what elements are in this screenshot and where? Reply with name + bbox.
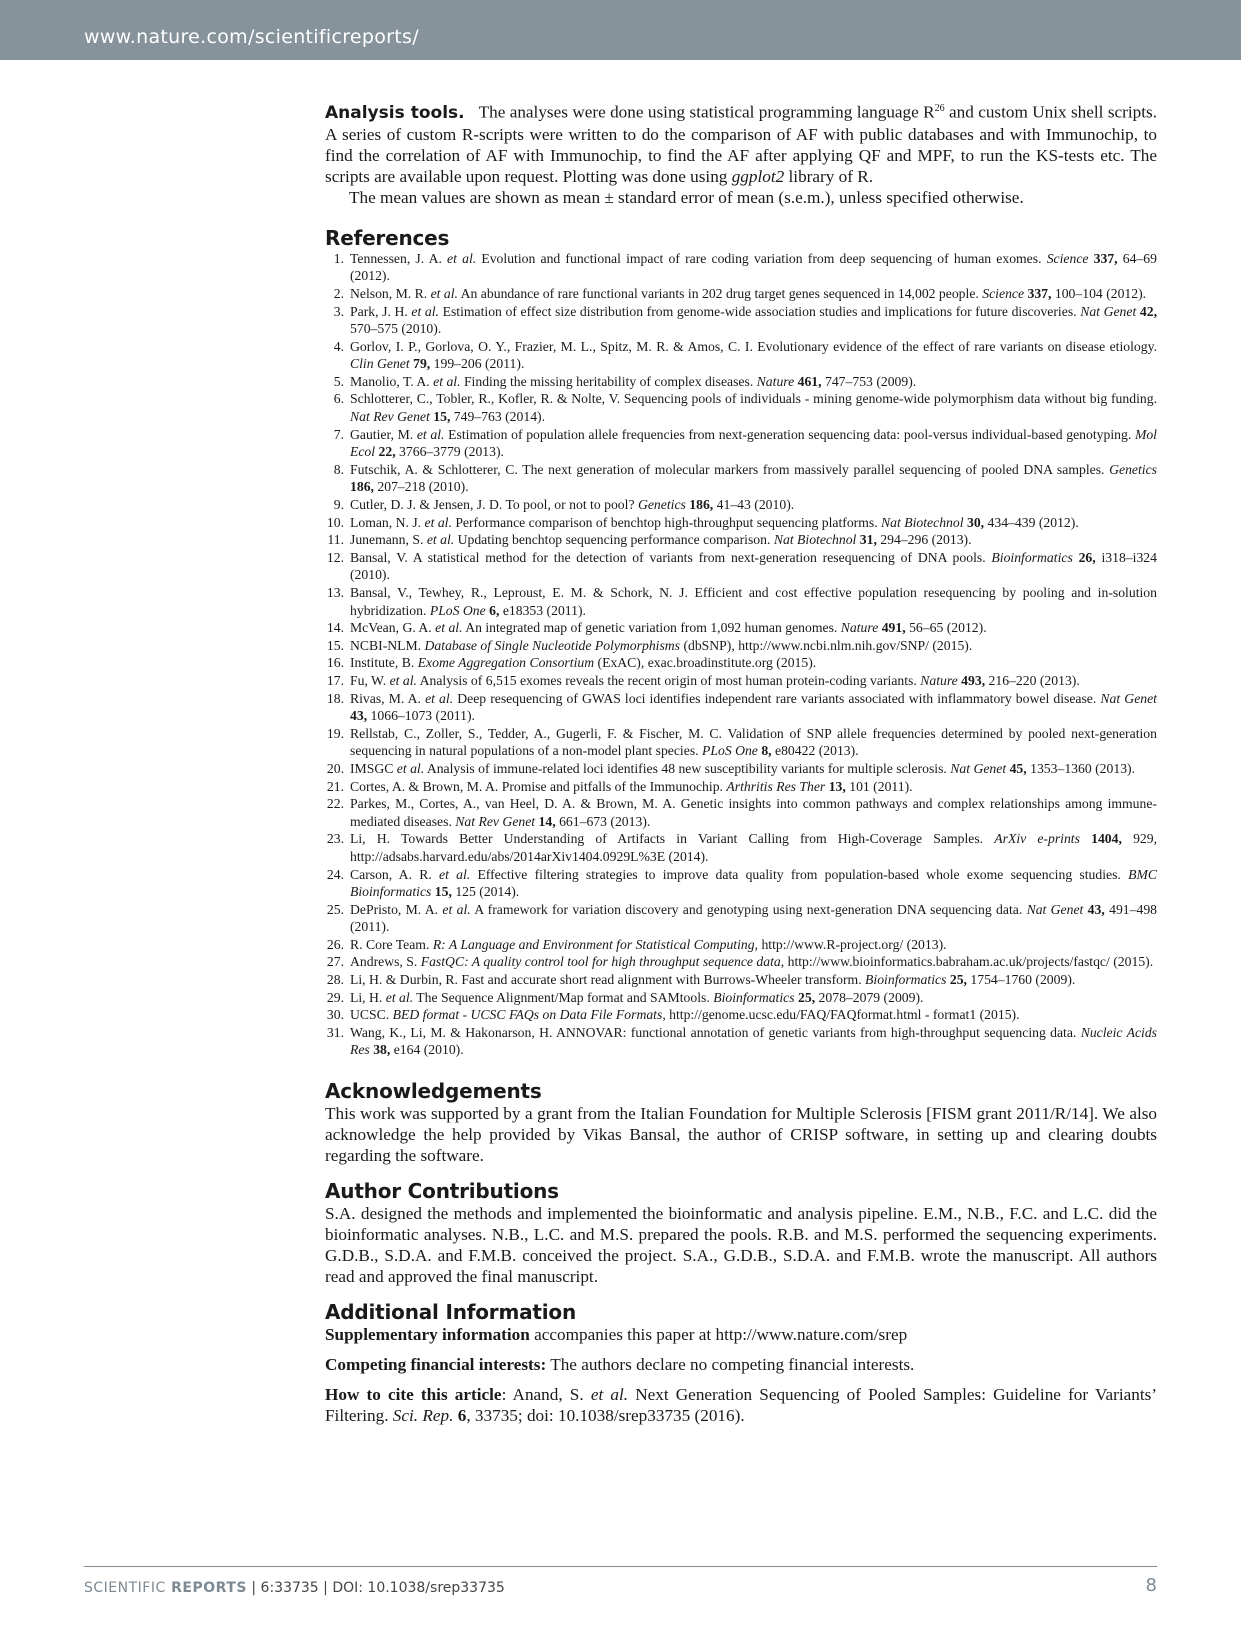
reference-authors: Cutler, D. J. & Jensen, J. D. To pool, or not to pool? [350,497,638,513]
reference-etal: et al. [430,285,458,301]
reference-journal: Genetics [1109,461,1157,477]
reference-pages: (dbSNP), http://www.ncbi.nlm.nih.gov/SNP/ (2015). [680,637,973,653]
footer-scientific: SCIENTIFIC [84,1580,166,1596]
cite-etal: et al. [590,1385,629,1405]
reference-etal: et al. [385,989,414,1005]
reference-etal: et al. [426,532,455,548]
reference-number: 14. [326,620,344,636]
reference-journal: BMC Bioinformatics [350,866,1157,900]
reference-journal: Nat Biotechnol [881,514,964,530]
footer-doi: | 6:33735 | DOI: 10.1038/srep33735 [246,1580,505,1596]
reference-journal: Nat Genet [950,760,1007,776]
reference-number: 28. [326,972,344,988]
author-contributions-text: S.A. designed the methods and implemented the bioinformatic and analysis pipeline. E.M., N.B., F.C. and L.C. did the bioinformatic analyses. N.B., L.C. and M.S. prepared the pools. R.B. and M.S. performed the sequencing experiments. G.D.B., S.D.A. and F.M.B. conceived the project. S.A., G.D.B., S.D.A. and F.M.B. wrote the manuscript. All authors read and approved the final manuscript. [325,1204,1157,1287]
analysis-text-b: and custom Unix shell scripts. A series of custom R-scripts were written to do the comparison of AF with public databases and with Immunochip, to find the correlation of AF with Immunochip, to find the AF after applying QF and MPF, to run the KS-tests etc. The scripts are available upon request. Plotting was done using [325,102,1158,186]
reference-volume: 15, [431,884,452,900]
reference-etal: et al. [389,672,417,688]
reference-authors: McVean, G. A. [350,620,436,636]
reference-number: 21. [326,778,344,794]
reference-number: 29. [326,989,344,1005]
reference-number: 2. [333,285,344,301]
cite-doi: , 33735; doi: 10.1038/srep33735 (2016). [466,1406,745,1426]
reference-authors: Rellstab, C., Zoller, S., Tedder, A., Gugerli, F. & Fischer, M. C. Validation of SNP allele frequencies determined by pooled next-generation sequencing in natural populations of a non-model plant species. [350,725,1157,759]
reference-authors: Park, J. H. [350,303,412,319]
reference-item [325,1006,1157,1024]
reference-journal: Science [1046,250,1089,266]
reference-volume: 79, [409,356,431,372]
reference-journal: Exome Aggregation Consortium [417,655,595,671]
reference-volume: 26, [1072,549,1096,565]
reference-volume: 43, [1083,901,1105,917]
reference-journal: PLoS One [702,743,758,759]
page-number: 8 [1145,1575,1157,1596]
reference-volume: 337, [1024,285,1052,301]
reference-journal: Genetics [637,497,686,513]
reference-authors: Gautier, M. [350,426,417,442]
reference-item [325,830,1157,865]
reference-number: 13. [326,585,344,601]
citation-superscript: 26 [934,103,945,114]
reference-etal: et al. [424,514,452,530]
reference-pages: 1353–1360 (2013). [1026,760,1136,776]
reference-authors: Loman, N. J. [350,514,425,530]
journal-url[interactable]: www.nature.com/scientificreports/ [84,26,419,48]
reference-item [325,795,1157,830]
acknowledgements-heading: Acknowledgements [325,1079,542,1104]
reference-authors: Schlotterer, C., Tobler, R., Kofler, R. & Nolte, V. Sequencing pools of individuals - mining genome-wide polymorphism data without big funding. [350,391,1157,407]
reference-etal: et al. [416,426,445,442]
reference-item [325,390,1157,425]
reference-etal: et al. [425,690,454,706]
reference-pages: 570–575 (2010). [350,321,442,337]
header-bar [0,0,1241,60]
reference-number: 11. [327,532,344,548]
reference-volume: 1404, [1079,831,1122,847]
citation-info [325,1384,1157,1426]
reference-etal: et al. [396,760,425,776]
reference-pages: e164 (2010). [390,1042,464,1058]
reference-item [325,373,1157,391]
cite-journal: Sci. Rep. [392,1406,454,1426]
reference-pages: 747–753 (2009). [821,373,917,389]
reference-title: Updating benchtop sequencing performance comparison. [454,532,774,548]
reference-authors: Tennessen, J. A. [350,250,448,266]
reference-pages: 3766–3779 (2013). [395,444,504,460]
reference-pages: 491–498 (2011). [350,901,1157,935]
reference-etal: et al. [435,620,463,636]
references-list [325,250,1157,1059]
reference-number: 31. [326,1024,344,1040]
ggplot2-term: ggplot2 [731,166,785,186]
reference-volume: 31, [856,532,877,548]
reference-volume: 6, [485,602,500,618]
reference-journal: Nature [920,672,958,688]
reference-etal: et al. [411,303,439,319]
reference-volume: 186, [685,497,714,513]
reference-number: 12. [326,549,344,565]
analysis-text-a: The analyses were done using statistical programming language R [478,102,935,122]
reference-pages: , http://www.bioinformatics.babraham.ac.uk/projects/fastqc/ (2015). [780,954,1154,970]
reference-pages: 125 (2014). [451,884,520,900]
reference-title: An abundance of rare functional variants in 202 drug target genes sequenced in 14,002 people. [457,285,983,301]
competing-text: The authors declare no competing financial interests. [546,1355,915,1375]
reference-title: A framework for variation discovery and genotyping using next-generation DNA sequencing data. [470,901,1027,917]
reference-item [325,461,1157,496]
reference-journal: Database of Single Nucleotide Polymorphisms [424,637,681,653]
reference-journal: Nat Rev Genet [350,409,430,425]
reference-volume: 45, [1006,760,1027,776]
reference-volume: 186, [350,479,374,495]
reference-number: 3. [333,303,344,319]
supplementary-info [325,1324,1157,1345]
reference-pages: 216–220 (2013). [985,672,1080,688]
page-content [325,98,1157,1426]
reference-pages: e80422 (2013). [771,743,859,759]
reference-pages: 41–43 (2010). [713,497,795,513]
analysis-text-c: library of R. [784,166,874,186]
reference-title: Analysis of immune-related loci identifies 48 new susceptibility variants for multiple sclerosis. [424,760,951,776]
reference-number: 22. [326,796,344,812]
footer-divider [84,1566,1157,1567]
reference-number: 30. [326,1007,344,1023]
reference-volume: 25, [946,972,967,988]
reference-item [325,901,1157,936]
reference-item [325,338,1157,373]
reference-item [325,496,1157,514]
analysis-heading: Analysis tools. [325,102,465,123]
reference-journal: R: A Language and Environment for Statistical Computing [432,936,755,952]
reference-journal: Clin Genet [350,356,410,372]
acknowledgements-section [325,1079,1157,1166]
reference-journal: PLoS One [429,602,486,618]
reference-authors: Li, H. [350,989,386,1005]
reference-volume: 30, [963,514,985,530]
mean-values-paragraph: The mean values are shown as mean ± standard error of mean (s.e.m.), unless specified otherwise. [349,187,1024,207]
reference-authors: UCSC. [350,1007,393,1023]
supplementary-label: Supplementary information [325,1325,530,1345]
reference-journal: Nucleic Acids Res [350,1024,1158,1058]
reference-authors: Institute, B. [350,655,418,671]
reference-etal: et al. [433,373,461,389]
competing-label: Competing financial interests: [325,1355,547,1375]
reference-item [325,250,1157,285]
reference-authors: NCBI-NLM. [350,637,425,653]
footer [84,1580,505,1596]
reference-volume: 491, [878,620,906,636]
reference-volume: 22, [375,444,396,460]
reference-item [325,514,1157,532]
reference-title: Finding the missing heritability of complex diseases. [460,373,757,389]
reference-item [325,778,1157,796]
reference-item [325,953,1157,971]
reference-pages: , http://www.R-project.org/ (2013). [754,936,947,952]
reference-item [325,725,1157,760]
reference-number: 8. [333,461,344,477]
reference-title: An integrated map of genetic variation from 1,092 human genomes. [462,620,841,636]
reference-volume: 42, [1136,303,1157,319]
reference-title: Analysis of 6,515 exomes reveals the recent origin of most human protein-coding variants. [416,672,921,688]
reference-item [325,989,1157,1007]
reference-volume: 13, [825,778,846,794]
reference-etal: et al. [439,866,471,882]
reference-pages: e18353 (2011). [499,602,586,618]
acknowledgements-text: This work was supported by a grant from the Italian Foundation for Multiple Sclerosis [FISM grant 2011/R/14]. We also acknowledge the help provided by Vikas Bansal, the author of CRISP software, in setting up and clearing doubts regarding the software. [325,1104,1157,1166]
footer-reports: REPORTS [165,1580,247,1596]
reference-authors: Parkes, M., Cortes, A., van Heel, D. A. & Brown, M. A. Genetic insights into common pathways and complex relationships among immune-mediated diseases. [350,796,1157,829]
reference-item [325,549,1157,584]
reference-pages: 434–439 (2012). [984,514,1079,530]
reference-item [325,584,1157,619]
reference-journal: Science [982,285,1025,301]
reference-authors: Li, H. & Durbin, R. Fast and accurate short read alignment with Burrows-Wheeler transform. [350,972,866,988]
reference-number: 20. [326,760,344,776]
reference-pages: 56–65 (2012). [905,620,987,636]
reference-authors: Wang, K., Li, M. & Hakonarson, H. ANNOVAR: functional annotation of genetic variants from high-throughput sequencing data. [350,1024,1081,1040]
reference-authors: Manolio, T. A. [350,373,434,389]
reference-authors: Rivas, M. A. [350,690,426,706]
reference-volume: 38, [369,1042,391,1058]
reference-pages: 1066–1073 (2011). [367,708,475,724]
reference-authors: Bansal, V., Tewhey, R., Leproust, E. M. & Schork, N. J. Efficient and cost effective population resequencing by pooling and in-solution hybridization. [350,585,1157,618]
reference-journal: Bioinformatics [713,989,795,1005]
reference-journal: Nat Genet [1080,303,1137,319]
reference-number: 18. [326,690,344,706]
reference-title: Effective filtering strategies to improve data quality from population-based whole exome sequencing studies. [470,866,1129,882]
reference-number: 26. [326,936,344,952]
reference-item [325,936,1157,954]
reference-authors: IMSGC [350,760,397,776]
reference-journal: Bioinformatics [991,549,1073,565]
reference-item [325,285,1157,303]
reference-number: 4. [333,338,344,354]
cite-authors: : Anand, S. [501,1385,591,1405]
reference-title: Estimation of population allele frequencies from next-generation sequencing data: pool-versus individual-based genotyping. [444,426,1135,442]
reference-number: 27. [326,954,344,970]
reference-journal: Arthritis Res Ther [726,778,826,794]
reference-volume: 461, [794,373,822,389]
reference-number: 24. [326,866,344,882]
author-contributions-heading: Author Contributions [325,1179,559,1204]
reference-volume: 14, [535,813,556,829]
reference-pages: 101 (2011). [845,778,913,794]
reference-journal: ArXiv e-prints [994,831,1080,847]
reference-pages: 661–673 (2013). [555,813,651,829]
reference-volume: 337, [1088,250,1118,266]
reference-pages: 100–104 (2012). [1051,285,1147,301]
reference-item [325,619,1157,637]
reference-authors: Junemann, S. [350,532,427,548]
analysis-tools-section [325,98,1157,208]
reference-volume: 493, [957,672,986,688]
reference-number: 1. [333,250,344,266]
reference-pages: 207–218 (2010). [373,479,469,495]
references-heading: References [325,225,450,250]
competing-interests [325,1354,1157,1375]
reference-item [325,672,1157,690]
additional-information-section [325,1300,1157,1426]
reference-etal: et al. [442,901,471,917]
reference-volume: 25, [794,989,816,1005]
reference-number: 7. [333,426,344,442]
references-section [325,226,1157,1059]
reference-pages: 1754–1760 (2009). [966,972,1076,988]
reference-authors: Bansal, V. A statistical method for the detection of variants from next-generation resequencing of DNA pools. [350,549,992,565]
reference-authors: R. Core Team. [350,936,433,952]
reference-number: 17. [326,672,344,688]
reference-pages: 2078–2079 (2009). [815,989,924,1005]
reference-pages: 64–69 (2012). [350,250,1157,284]
reference-journal: Nature [840,620,879,636]
analysis-paragraph [325,98,1157,187]
reference-number: 16. [326,655,344,671]
reference-pages: , http://genome.ucsc.edu/FAQ/FAQformat.html - format1 (2015). [662,1007,1020,1023]
reference-item [325,426,1157,461]
reference-number: 19. [326,725,344,741]
cite-volume: 6 [453,1406,467,1426]
additional-information-heading: Additional Information [325,1300,576,1325]
reference-journal: Bioinformatics [865,972,947,988]
reference-journal: Nat Biotechnol [773,532,857,548]
reference-authors: Andrews, S. [350,954,421,970]
reference-pages: 294–296 (2013). [876,532,972,548]
reference-item [325,654,1157,672]
reference-item [325,760,1157,778]
reference-item [325,690,1157,725]
reference-pages: i318–i324 (2010). [350,549,1157,583]
reference-authors: Fu, W. [350,672,390,688]
reference-title: The Sequence Alignment/Map format and SAMtools. [413,989,714,1005]
reference-title: Estimation of effect size distribution from genome-wide association studies and implications for future discoveries. [438,303,1081,319]
supplementary-text: accompanies this paper at http://www.nature.com/srep [529,1325,908,1345]
reference-item [325,971,1157,989]
reference-number: 10. [326,514,344,530]
author-contributions-section [325,1179,1157,1287]
reference-item [325,637,1157,655]
reference-pages: 199–206 (2011). [430,356,525,372]
cite-title: Next Generation Sequencing of Pooled Samples: Guideline for Variants’ Filtering. [325,1385,1158,1426]
reference-item [325,303,1157,338]
reference-journal: BED format - UCSC FAQs on Data File Formats [392,1007,663,1023]
reference-journal: Nat Genet [1026,901,1084,917]
reference-authors: Nelson, M. R. [350,285,431,301]
reference-authors: Futschik, A. & Schlotterer, C. The next generation of molecular markers from massively parallel sequencing of pooled DNA samples. [350,461,1110,477]
reference-journal: Mol Ecol [350,426,1157,460]
cite-label: How to cite this article [325,1385,502,1405]
reference-journal: Nat Rev Genet [455,813,536,829]
reference-volume: 15, [429,409,451,425]
reference-number: 25. [326,901,344,917]
reference-title: Evolution and functional impact of rare coding variation from deep sequencing of human exomes. [476,250,1047,266]
reference-authors: Cortes, A. & Brown, M. A. Promise and pitfalls of the Immunochip. [350,778,727,794]
reference-authors: Gorlov, I. P., Gorlova, O. Y., Frazier, M. L., Spitz, M. R. & Amos, C. I. Evolutionary evidence of the effect of rare variants on disease etiology. [350,338,1157,354]
reference-number: 6. [333,391,344,407]
reference-authors: Li, H. Towards Better Understanding of Artifacts in Variant Calling from High-Coverage Samples. [350,831,995,847]
reference-volume: 8, [757,743,772,759]
reference-journal: FastQC: A quality control tool for high throughput sequence data [420,954,781,970]
reference-etal: et al. [447,250,477,266]
reference-title: Deep resequencing of GWAS loci identifies independent rare variants associated with inflammatory bowel disease. [453,690,1101,706]
reference-journal: Nat Genet [1100,690,1157,706]
reference-item [325,1024,1157,1059]
reference-journal: Nature [756,373,795,389]
reference-title: Performance comparison of benchtop high-throughput sequencing platforms. [451,514,882,530]
reference-authors: Carson, A. R. [350,866,440,882]
reference-number: 9. [333,497,344,513]
reference-volume: 43, [350,708,368,724]
reference-pages: (ExAC), exac.broadinstitute.org (2015). [594,655,817,671]
reference-pages: 929, http://adsabs.harvard.edu/abs/2014arXiv1404.0929L%3E (2014). [350,831,1158,864]
reference-item [325,531,1157,549]
reference-number: 15. [326,637,344,653]
reference-authors: DePristo, M. A. [350,901,443,917]
reference-pages: 749–763 (2014). [450,409,546,425]
reference-item [325,866,1157,901]
reference-number: 23. [326,831,344,847]
reference-number: 5. [333,373,344,389]
